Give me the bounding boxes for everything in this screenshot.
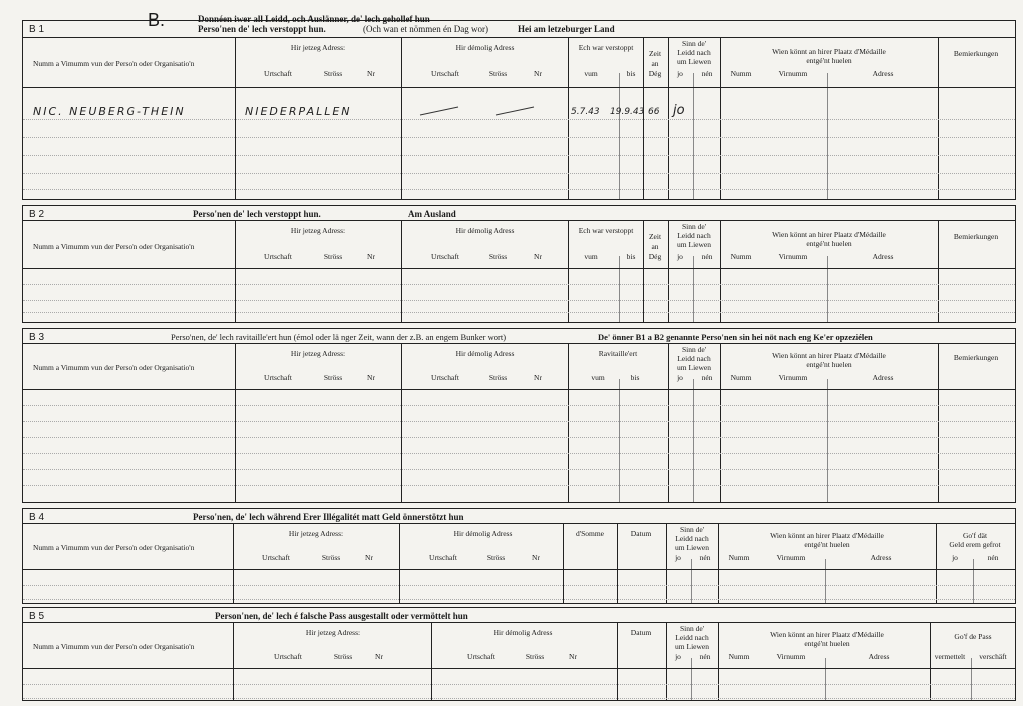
header-pass: Go'f de Pass (954, 632, 992, 641)
header-firstname: Virnumm (778, 69, 808, 78)
header-nr: Nr (534, 252, 542, 261)
header-address: Adress (872, 252, 894, 261)
header-hidden: Ech war verstoppt (578, 226, 634, 235)
header-mname: Numm (730, 373, 752, 382)
header-days: Dég (648, 69, 662, 78)
header-medal: Wien könnt an hirer Plaatz d'Médaille (772, 230, 886, 239)
header-sense: Sinn de' (681, 39, 707, 48)
header-no: nén (701, 252, 713, 261)
section-code: B 1 (29, 24, 45, 35)
header-sense: Leidd nach (677, 231, 711, 240)
header-place: Urtschaft (431, 69, 459, 78)
entry-name: NIC. NEUBERG-THEIN (33, 105, 186, 118)
header-medal: Wien könnt an hirer Plaatz d'Médaille (772, 47, 886, 56)
header-mname: Numm (730, 69, 752, 78)
header-current-address: Hir jetzeg Adress: (290, 226, 346, 235)
entry-days: 66 (648, 107, 660, 117)
header-sense: um Liewen (675, 543, 709, 552)
header-former-address: Hir démolig Adress (493, 628, 553, 637)
header-remarks: Bemierkungen (953, 353, 999, 362)
section-subtitle: Perso'nen de' lech verstoppt hun. (198, 24, 326, 34)
header-time: Zeit (648, 232, 662, 241)
header-nr: Nr (367, 69, 375, 78)
entry-from: 5.7.43 (571, 107, 600, 117)
header-firstname: Virnumm (776, 553, 806, 562)
header-place: Urtschaft (264, 69, 292, 78)
header-medal: entgé'nt huelen (804, 639, 850, 648)
header-from: vum (584, 69, 598, 78)
header-medal: Wien könnt an hirer Plaatz d'Médaille (772, 351, 886, 360)
header-nr: Nr (569, 652, 577, 661)
section-b1 (22, 14, 1016, 200)
header-remarks: Bemierkungen (953, 49, 999, 58)
header-street: Ströss (525, 652, 545, 661)
header-remarks: Bemierkungen (953, 232, 999, 241)
header-sense: Leidd nach (677, 48, 711, 57)
header-address: Adress (868, 652, 890, 661)
entry-to: 19.9.43 (610, 107, 645, 117)
header-current-address: Hir jetzeg Adress: (288, 529, 344, 538)
header-from: vum (584, 252, 598, 261)
header-no: nén (701, 373, 713, 382)
header-street: Ströss (323, 373, 343, 382)
header-place: Urtschaft (264, 252, 292, 261)
header-no: nén (699, 652, 711, 661)
header-place: Urtschaft (431, 252, 459, 261)
header-former-address: Hir démolig Adress (455, 43, 515, 52)
header-sense: Sinn de' (679, 525, 705, 534)
header-former-address: Hir démolig Adress (455, 226, 515, 235)
header-sense: um Liewen (675, 642, 709, 651)
header-nr: Nr (365, 553, 373, 562)
header-money: Go'f dät (962, 531, 988, 540)
header-medal: Wien könnt an hirer Plaatz d'Médaille (770, 630, 884, 639)
section-subtitle-note: (Och wan et nömmen én Dag wor) (363, 24, 488, 34)
header-nr: Nr (367, 373, 375, 382)
header-yes: jo (675, 652, 681, 661)
header-firstname: Virnumm (778, 373, 808, 382)
header-date: Datum (630, 529, 652, 538)
header-street: Ströss (488, 69, 508, 78)
header-medal: entgé'nt huelen (806, 56, 852, 65)
header-to: bis (630, 373, 640, 382)
section-b4 (22, 508, 1016, 604)
header-no: nén (701, 69, 713, 78)
header-nr: Nr (532, 553, 540, 562)
section-title: Perso'nen, de' lech während Erer Illégalitét matt Geld önnerstötzt hun (193, 512, 464, 522)
header-firstname: Virnumm (776, 652, 806, 661)
header-nr: Nr (375, 652, 383, 661)
header-street: Ströss (333, 652, 353, 661)
header-name: Numm a Vimumm vun der Perso'n oder Organisatio'n (33, 642, 195, 651)
section-code: B 2 (29, 209, 45, 220)
header-name: Numm a Vimumm vun der Perso'n oder Organisatio'n (33, 242, 195, 251)
header-an: an (651, 242, 659, 251)
header-name: Numm a Vimumm vun der Perso'n oder Organisatio'n (33, 363, 195, 372)
header-place: Urtschaft (262, 553, 290, 562)
header-issued: verschäft (979, 652, 1007, 661)
section-b2 (22, 205, 1016, 323)
header-nr: Nr (534, 373, 542, 382)
section-b5 (22, 607, 1016, 701)
header-current-address: Hir jetzeg Adress: (290, 349, 346, 358)
header-street: Ströss (323, 252, 343, 261)
header-street: Ströss (323, 69, 343, 78)
header-place: Urtschaft (467, 652, 495, 661)
header-sense: um Liewen (677, 57, 711, 66)
header-nr: Nr (534, 69, 542, 78)
header-firstname: Virnumm (778, 252, 808, 261)
header-hidden: Ech war verstoppt (578, 43, 634, 52)
header-no: nén (987, 553, 999, 562)
header-street: Ströss (486, 553, 506, 562)
header-to: bis (626, 69, 636, 78)
header-sense: Leidd nach (675, 633, 709, 642)
header-medal: Wien könnt an hirer Plaatz d'Médaille (770, 531, 884, 540)
header-mname: Numm (730, 252, 752, 261)
section-subtitle: De' önner B1 a B2 genannte Perso'nen sin hei nöt nach eng Ke'er opzeziélen (598, 332, 873, 342)
header-amount: d'Somme (575, 529, 605, 538)
entry-yes: jo (673, 103, 685, 118)
header-sense: Leidd nach (675, 534, 709, 543)
header-medal: entgé'nt huelen (804, 540, 850, 549)
header-from: vum (591, 373, 605, 382)
section-title: Perso'nen de' lech verstoppt hun. (193, 209, 321, 219)
header-sense: um Liewen (677, 240, 711, 249)
header-yes: jo (675, 553, 681, 562)
section-subtitle-location: Hei am letzeburger Land (518, 24, 615, 34)
header-mname: Numm (728, 553, 750, 562)
header-sense: um Liewen (677, 363, 711, 372)
section-code: B 5 (29, 611, 45, 622)
header-no: nén (699, 553, 711, 562)
header-nr: Nr (367, 252, 375, 261)
entry-place: NIEDERPALLEN (245, 105, 352, 118)
section-title: Donnéen iwer all Leidd, och Auslänner, de' lech gehollef hun (198, 14, 430, 24)
section-code: B 3 (29, 332, 45, 343)
header-medal: entgé'nt huelen (806, 360, 852, 369)
header-street: Ströss (488, 373, 508, 382)
header-street: Ströss (488, 252, 508, 261)
section-letter: B. (148, 10, 166, 30)
header-former-address: Hir démolig Adress (455, 349, 515, 358)
header-place: Urtschaft (264, 373, 292, 382)
header-sense: Leidd nach (677, 354, 711, 363)
section-code: B 4 (29, 512, 45, 523)
header-an: an (651, 59, 659, 68)
header-yes: jo (952, 553, 958, 562)
section-b3 (22, 328, 1016, 503)
header-to: bis (626, 252, 636, 261)
header-sense: Sinn de' (681, 345, 707, 354)
header-date: Datum (630, 628, 652, 637)
header-mediated: vermettelt (934, 652, 966, 661)
header-time: Zeit (648, 49, 662, 58)
section-subtitle: Am Ausland (408, 209, 456, 219)
section-title: Perso'nen, de' lech ravitaille'ert hun (émol oder lä nger Zeit, wann der z.B. an engem Bunker wort) (171, 332, 507, 342)
header-money: Geld erem gefrot (949, 540, 1001, 549)
header-days: Dég (648, 252, 662, 261)
section-title: Person'nen, de' lech é falsche Pass ausgestallt oder vermöttelt hun (215, 611, 468, 621)
header-name: Numm a Vimumm vun der Perso'n oder Organisatio'n (33, 543, 195, 552)
header-address: Adress (872, 373, 894, 382)
header-address: Adress (870, 553, 892, 562)
header-place: Urtschaft (274, 652, 302, 661)
header-yes: jo (677, 69, 683, 78)
header-current-address: Hir jetzeg Adress: (290, 43, 346, 52)
header-current-address: Hir jetzeg Adress: (305, 628, 361, 637)
header-street: Ströss (321, 553, 341, 562)
header-address: Adress (872, 69, 894, 78)
header-yes: jo (677, 373, 683, 382)
header-sense: Sinn de' (679, 624, 705, 633)
header-place: Urtschaft (429, 553, 457, 562)
header-place: Urtschaft (431, 373, 459, 382)
dash-marks (418, 103, 538, 119)
header-former-address: Hir démolig Adress (453, 529, 513, 538)
header-name: Numm a Vimumm vun der Perso'n oder Organisatio'n (33, 59, 195, 68)
header-sense: Sinn de' (681, 222, 707, 231)
header-mname: Numm (728, 652, 750, 661)
header-yes: jo (677, 252, 683, 261)
header-ravit: Ravitaille'ert (598, 349, 638, 358)
header-medal: entgé'nt huelen (806, 239, 852, 248)
